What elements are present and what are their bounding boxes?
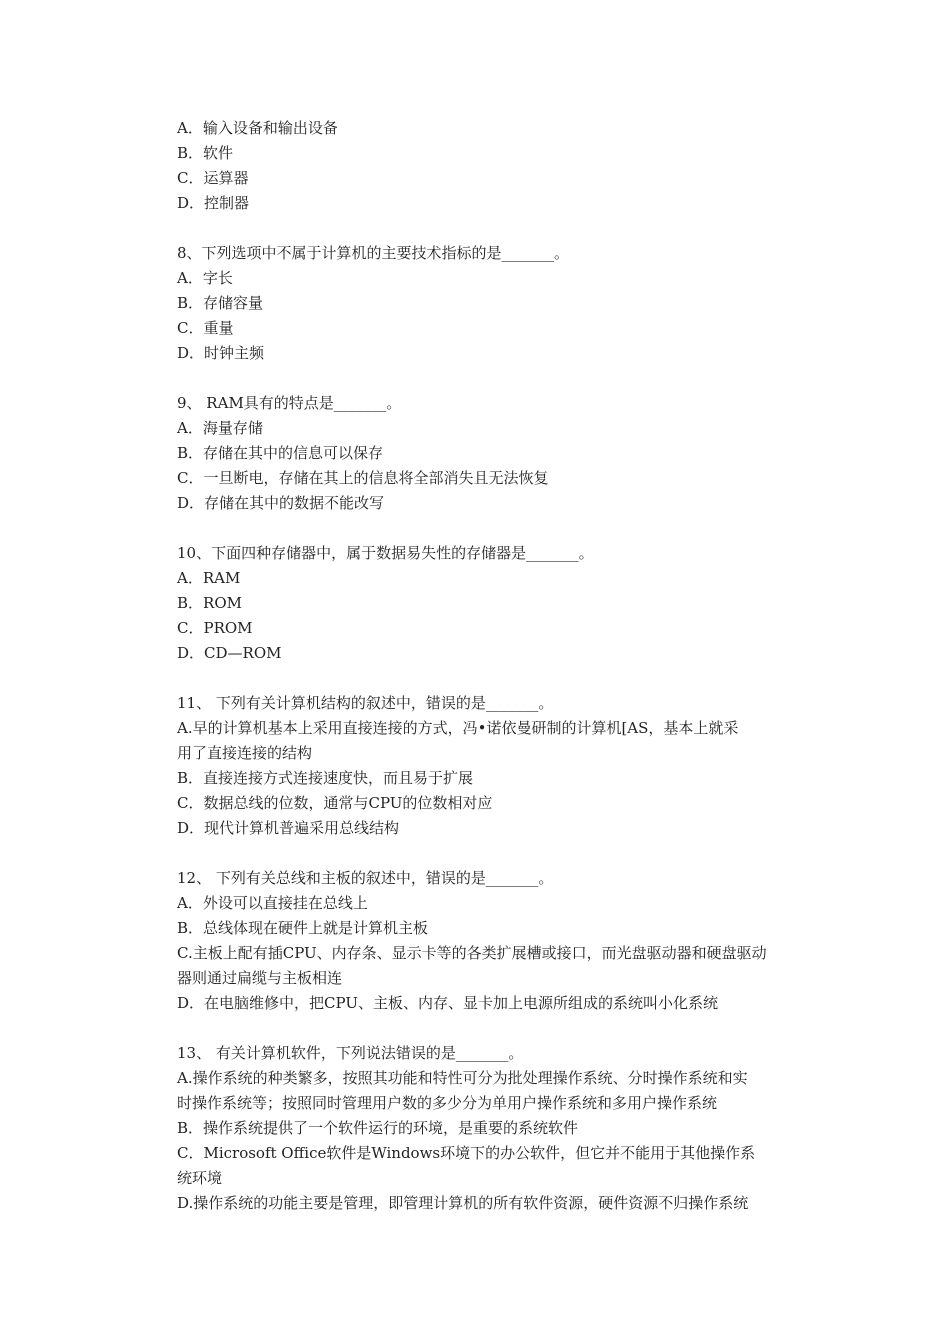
option-b: B．ROM bbox=[177, 594, 242, 612]
option-d: D．CD—ROM bbox=[177, 644, 282, 662]
option-a: A．外设可以直接挂在总线上 bbox=[177, 894, 368, 912]
option-b: B．软件 bbox=[177, 144, 234, 162]
option-d: D.操作系统的功能主要是管理，即管理计算机的所有软件资源，硬件资源不归操作系统 bbox=[177, 1194, 749, 1212]
question-7 bbox=[177, 116, 813, 216]
option-a-continued: 时操作系统等；按照同时管理用户数的多少分为单用户操作系统和多用户操作系统 bbox=[177, 1094, 718, 1112]
option-b: B．直接连接方式连接速度快，而且易于扩展 bbox=[177, 769, 474, 787]
question-stem: 13、 有关计算机软件，下列说法错误的是_______。 bbox=[177, 1044, 524, 1062]
option-c: C．Microsoft Office软件是Windows环境下的办公软件，但它并不能用于其他操作系 bbox=[177, 1144, 756, 1162]
option-c-continued: 统环境 bbox=[177, 1169, 223, 1187]
option-c: C．数据总线的位数，通常与CPU的位数相对应 bbox=[177, 794, 493, 812]
spacer bbox=[177, 516, 813, 541]
option-b: B．存储在其中的信息可以保存 bbox=[177, 444, 384, 462]
question-10 bbox=[177, 541, 813, 666]
question-stem: 12、 下列有关总线和主板的叙述中，错误的是_______。 bbox=[177, 869, 554, 887]
option-a-continued: 用了直接连接的结构 bbox=[177, 744, 313, 762]
option-d: D．现代计算机普遍采用总线结构 bbox=[177, 819, 400, 837]
spacer bbox=[177, 841, 813, 866]
option-c: C.主板上配有插CPU、内存条、显示卡等的各类扩展槽或接口，而光盘驱动器和硬盘驱动 bbox=[177, 944, 767, 962]
option-a: A．RAM bbox=[177, 569, 241, 587]
option-c-continued: 器则通过扁缆与主板相连 bbox=[177, 969, 343, 987]
question-12 bbox=[177, 866, 813, 1016]
spacer bbox=[177, 1016, 813, 1041]
option-c: C．重量 bbox=[177, 319, 234, 337]
document-page bbox=[177, 116, 813, 1216]
option-c: C．一旦断电，存储在其上的信息将全部消失且无法恢复 bbox=[177, 469, 549, 487]
option-b: B．存储容量 bbox=[177, 294, 264, 312]
spacer bbox=[177, 666, 813, 691]
option-d: D．控制器 bbox=[177, 194, 250, 212]
question-stem: 9、 RAM具有的特点是_______。 bbox=[177, 394, 402, 412]
option-d: D．时钟主频 bbox=[177, 344, 265, 362]
question-stem: 10、下面四种存储器中，属于数据易失性的存储器是_______。 bbox=[177, 544, 594, 562]
option-b: B．总线体现在硬件上就是计算机主板 bbox=[177, 919, 429, 937]
option-a: A．字长 bbox=[177, 269, 233, 287]
option-d: D．在电脑维修中，把CPU、主板、内存、显卡加上电源所组成的系统叫小化系统 bbox=[177, 994, 718, 1012]
spacer bbox=[177, 216, 813, 241]
option-c: C．PROM bbox=[177, 619, 253, 637]
spacer bbox=[177, 366, 813, 391]
question-stem: 11、 下列有关计算机结构的叙述中，错误的是_______。 bbox=[177, 694, 554, 712]
option-a: A．输入设备和输出设备 bbox=[177, 119, 338, 137]
question-13 bbox=[177, 1041, 813, 1216]
question-stem: 8、下列选项中不属于计算机的主要技术指标的是_______。 bbox=[177, 244, 570, 262]
option-b: B．操作系统提供了一个软件运行的环境，是重要的系统软件 bbox=[177, 1119, 579, 1137]
question-8 bbox=[177, 241, 813, 366]
question-9 bbox=[177, 391, 813, 516]
option-a: A.早的计算机基本上采用直接连接的方式，冯•诺依曼研制的计算机[AS，基本上就采 bbox=[177, 719, 739, 737]
question-11 bbox=[177, 691, 813, 841]
option-d: D．存储在其中的数据不能改写 bbox=[177, 494, 385, 512]
option-c: C．运算器 bbox=[177, 169, 249, 187]
option-a: A．海量存储 bbox=[177, 419, 263, 437]
option-a: A.操作系统的种类繁多，按照其功能和特性可分为批处理操作系统、分时操作系统和实 bbox=[177, 1069, 748, 1087]
